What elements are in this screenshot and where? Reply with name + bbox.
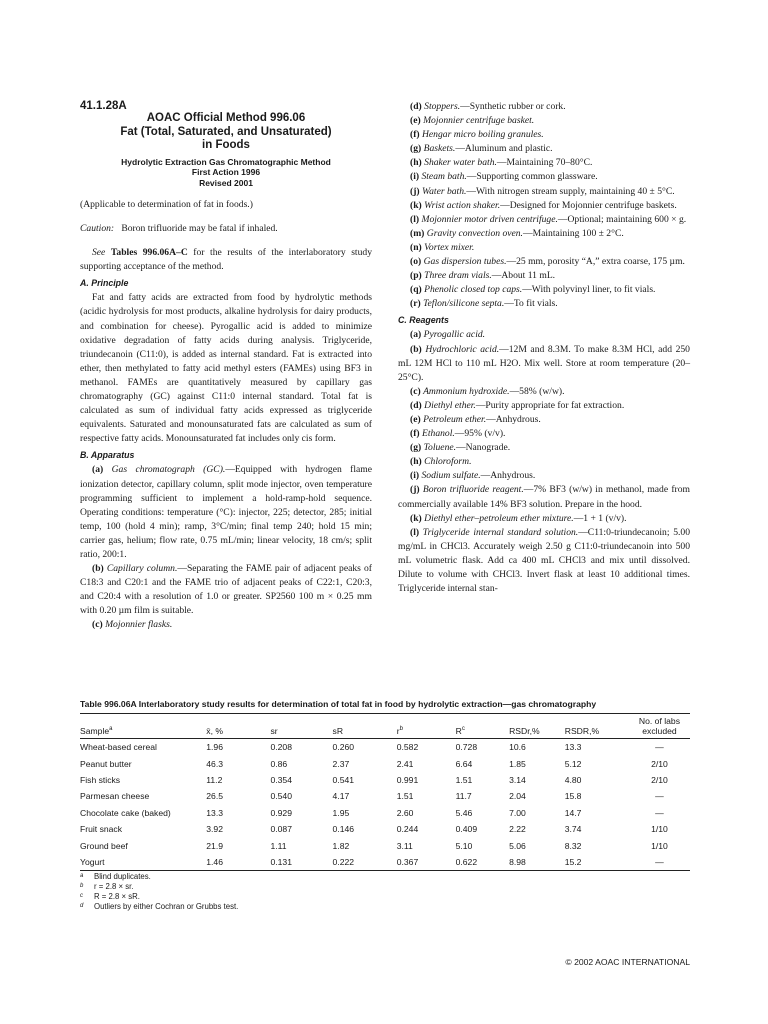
cell-R: 5.10 — [455, 840, 473, 851]
item-label: (b) — [92, 563, 104, 575]
cell-rsdR: 8.32 — [564, 840, 582, 851]
footnote-key: d — [80, 902, 84, 909]
item-label: (i) — [410, 171, 420, 183]
header-text: R — [455, 726, 462, 736]
cell-x: 13.3 — [206, 807, 223, 818]
cell-rsdr: 1.85 — [509, 758, 526, 769]
cell-nol: 1/10 — [651, 840, 668, 851]
item-text: —With nitrogen stream supply, maintaining 40 ± 5°C. — [466, 185, 675, 197]
apparatus-item-c — [80, 618, 372, 632]
item-text: —58% (w/w). — [509, 385, 565, 397]
table-footnotes — [80, 872, 690, 911]
cell-nol: 2/10 — [651, 758, 668, 769]
cell-rsdR: 3.74 — [564, 824, 582, 835]
item-label: (p) — [410, 270, 422, 282]
reagent-item — [398, 427, 690, 441]
method-title-line1: Fat (Total, Saturated, and Unsaturated) — [120, 125, 332, 138]
header-sup: a — [109, 726, 113, 733]
apparatus-item — [398, 227, 690, 241]
item-name: Steam bath. — [421, 171, 467, 183]
cell-x: 26.5 — [206, 791, 223, 802]
item-name: Shaker water bath. — [424, 157, 497, 169]
item-name: Ethanol. — [422, 428, 455, 440]
cell-sr: 0.354 — [270, 774, 292, 785]
cell-sample: Fish sticks — [80, 774, 121, 785]
cell-sample: Peanut butter — [80, 758, 132, 769]
right-column — [398, 100, 690, 596]
item-label: (k) — [410, 512, 422, 524]
cell-rsdr: 2.04 — [509, 791, 526, 802]
item-label: (c) — [410, 385, 421, 397]
results-table-block — [80, 698, 690, 911]
cell-sample: Ground beef — [80, 840, 128, 851]
cell-r: 0.582 — [396, 742, 419, 753]
reagent-item — [398, 526, 690, 596]
cell-R: 5.46 — [455, 807, 473, 818]
item-name: Triglyceride internal standard solution. — [422, 526, 579, 538]
header-labs-excluded — [629, 714, 690, 739]
item-text: —Equipped with hydrogen flame ionization detector, capillary column, split mode injector, oven temperature programming sufficient to implement a hold-ramp-hold sequence. Operating conditions: temperature (°C): injector, 225; detector, 285; initial temp, 100 (hold 4 min); ramp, 3°C/min; final temp 240; hold 15 min; carrier gas, helium; flow rate, 0.75 mL/min; linear velocity, 18 cm/s; split ratio, 200:1. — [80, 464, 372, 560]
header-r — [397, 714, 456, 739]
footnote-text: R = 2.8 × sR. — [94, 891, 140, 901]
item-label: (h) — [410, 157, 422, 169]
item-name: Stoppers. — [424, 101, 461, 112]
cell-sR: 0.146 — [332, 824, 355, 835]
item-label: (a) — [92, 464, 104, 476]
reagent-item — [398, 455, 690, 469]
method-title-block — [80, 100, 372, 188]
cell-r: 0.367 — [397, 854, 456, 871]
item-text: —25 mm, porosity “A,” extra coarse, 175 µm. — [506, 256, 685, 268]
reagent-item — [398, 328, 690, 342]
item-name: Phenolic closed top caps. — [424, 284, 523, 296]
apparatus-item-b — [80, 562, 372, 618]
left-column — [80, 100, 372, 633]
cell-rsdR: 14.7 — [564, 807, 582, 818]
item-name: Pyrogallic acid. — [423, 329, 486, 341]
item-name: Water bath. — [422, 185, 467, 197]
cell-sample: Yogurt — [80, 854, 206, 871]
table-row — [80, 788, 690, 804]
cell-rsdr: 7.00 — [509, 807, 526, 818]
item-name: Capillary column. — [106, 563, 178, 575]
item-name: Three dram vials. — [424, 270, 492, 282]
cell-x: 1.46 — [206, 854, 270, 871]
cell-sample: Parmesan cheese — [80, 791, 150, 802]
item-name: Gas dispersion tubes. — [423, 256, 507, 268]
cell-rsdR: 15.8 — [564, 791, 582, 802]
item-text: —Nanograde. — [456, 442, 511, 454]
header-text: r — [396, 726, 400, 736]
caution-note — [80, 222, 372, 236]
item-label: (d) — [410, 399, 422, 411]
item-label: (i) — [410, 470, 420, 482]
item-text: —95% (v/v). — [454, 428, 506, 440]
cell-r: 0.244 — [396, 824, 419, 835]
item-label: (r) — [410, 298, 421, 310]
reagent-item — [398, 343, 690, 385]
item-name: Mojonnier motor driven centrifuge. — [421, 213, 558, 225]
footnote — [80, 872, 690, 882]
item-text: —To fit vials. — [504, 298, 558, 310]
header-text: Sample — [80, 726, 110, 736]
item-label: (j) — [410, 484, 420, 496]
cell-sR: 0.260 — [332, 742, 355, 753]
header-rsdr: RSDr,% — [509, 714, 565, 739]
cell-x: 3.92 — [206, 824, 223, 835]
item-label: (l) — [410, 213, 420, 225]
cell-nol: — — [655, 742, 664, 753]
reagent-item — [398, 483, 690, 511]
item-text: —Supporting common glassware. — [466, 171, 598, 183]
item-label: (g) — [410, 143, 422, 155]
reagent-item — [398, 512, 690, 526]
item-text: —7% BF3 (w/w) in methanol, made from commercially available 14% BF3 solution. Prepare in the hood. — [398, 484, 691, 510]
item-label: (k) — [410, 199, 422, 211]
cell-rsdr: 5.06 — [509, 840, 526, 851]
apparatus-item — [398, 185, 690, 199]
item-label: (l) — [410, 526, 420, 538]
table-row — [80, 837, 690, 853]
cell-rsdR: 13.3 — [564, 742, 582, 753]
reagent-item — [398, 469, 690, 483]
table-row — [80, 772, 690, 788]
footnote-key: a — [80, 873, 84, 880]
footnote — [80, 882, 690, 892]
cell-sr: 0.540 — [270, 791, 292, 802]
see-word: See — [92, 247, 106, 259]
apparatus-item-a — [80, 463, 372, 562]
item-label: (n) — [410, 241, 422, 253]
see-tables-ref: Tables 996.06A–C — [110, 247, 188, 259]
footnote-key: b — [80, 882, 84, 889]
cell-nol: — — [629, 854, 690, 871]
cell-sample: Chocolate cake (baked) — [80, 807, 171, 818]
copyright-footer: © 2002 AOAC INTERNATIONAL — [565, 957, 690, 967]
header-mean: x̄, % — [206, 714, 270, 739]
apparatus-item — [398, 283, 690, 297]
principle-text: Fat and fatty acids are extracted from food by hydrolytic methods (acidic hydrolysis for most products, alkaline hydrolysis for dairy products, and combination for cheese). Pyrogallic acid is added to minimize oxidative degradation of fatty acids during analysis. Triglyceride, triundecanoin (C11:0), is added as internal standard. Fat is extracted into ether, then methylated to fatty acid methyl esters (FAMEs) using BF3 in methanol. FAMEs are quantitatively measured by capillary gas chromatography (GC) against C11:0 internal standard. Total fat is calculated as sum of individual fatty acids expressed as triglyceride equivalents. Saturated and monounsaturated fats are calculated as sum of respective fatty acids. Monounsaturated fat includes only cis form. — [80, 292, 372, 445]
cell-nol: — — [655, 807, 664, 818]
item-name: Gas chromatograph (GC). — [111, 464, 226, 476]
table-row — [80, 805, 690, 821]
first-action: First Action 1996 — [191, 167, 261, 177]
cell-sR: 1.95 — [332, 807, 350, 818]
cell-rsdr: 3.14 — [509, 774, 526, 785]
apparatus-item — [398, 241, 690, 255]
cell-sr: 1.11 — [270, 840, 287, 851]
table-row — [80, 739, 690, 756]
caution-label: Caution: — [80, 223, 115, 235]
apparatus-item — [398, 213, 690, 227]
item-label: (g) — [410, 442, 422, 454]
reagents-list — [398, 328, 690, 596]
cell-sR: 0.222 — [333, 854, 397, 871]
cell-sample: Wheat-based cereal — [80, 742, 157, 753]
header-R — [456, 714, 510, 739]
header-sR: sR — [333, 714, 397, 739]
footnote — [80, 892, 690, 902]
item-name: Gravity convection oven. — [426, 227, 523, 239]
header-sup: c — [461, 726, 465, 733]
cell-x: 46.3 — [206, 758, 223, 769]
method-subtitle: Hydrolytic Extraction Gas Chromatographic Method — [121, 156, 331, 167]
reagent-item — [398, 413, 690, 427]
apparatus-item — [398, 269, 690, 283]
item-label: (m) — [410, 227, 425, 239]
cell-nol: 1/10 — [651, 824, 668, 835]
section-number: 41.1.28A — [80, 100, 127, 112]
method-title-line2: in Foods — [202, 139, 250, 151]
apparatus-item — [398, 100, 690, 114]
table-header-row — [80, 714, 690, 739]
method-number: AOAC Official Method 996.06 — [146, 112, 306, 124]
item-name: Mojonnier flasks. — [105, 619, 173, 631]
item-text: —Designed for Mojonnier centrifuge baskets. — [500, 199, 677, 211]
table-caption: Table 996.06A Interlaboratory study results for determination of total fat in food by hydrolytic extraction—gas chromatography — [80, 698, 690, 714]
header-sup: b — [399, 726, 403, 733]
cell-x: 11.2 — [206, 774, 223, 785]
item-text: —Aluminum and plastic. — [455, 143, 553, 155]
item-label: (h) — [410, 456, 422, 468]
apparatus-item — [398, 199, 690, 213]
item-name: Diethyl ether–petroleum ether mixture. — [424, 512, 574, 524]
reagent-item — [398, 441, 690, 455]
reagent-item — [398, 385, 690, 399]
item-text: —Anhydrous. — [486, 413, 541, 425]
item-label: (a) — [410, 329, 422, 341]
item-label: (f) — [410, 428, 420, 440]
item-text: —Maintaining 100 ± 2°C. — [522, 227, 624, 239]
see-tables-note — [80, 246, 372, 274]
item-label: (o) — [410, 256, 422, 268]
cell-R: 1.51 — [455, 774, 473, 785]
header-sr: sr — [270, 714, 332, 739]
item-text: —12M and 8.3M. To make 8.3M HCl, add 250 mL 12M HCl to 110 mL H2O. Mix well. Store at room temperature (20–25°C). — [398, 343, 690, 383]
cell-sr: 0.087 — [270, 824, 292, 835]
cell-sR: 4.17 — [332, 791, 350, 802]
cell-R: 11.7 — [455, 791, 472, 802]
item-text: —About 11 mL. — [491, 270, 556, 282]
cell-r: 0.991 — [396, 774, 419, 785]
item-name: Teflon/silicone septa. — [423, 298, 505, 310]
item-name: Chloroform. — [424, 456, 472, 468]
footnote-text: r = 2.8 × sr. — [94, 881, 134, 891]
cell-sample: Fruit snack — [80, 824, 123, 835]
table-row — [80, 755, 690, 771]
item-text: —Anhydrous. — [480, 470, 536, 482]
item-name: Boron trifluoride reagent. — [422, 484, 524, 496]
cell-sr: 0.208 — [270, 742, 292, 753]
footnote-text: Blind duplicates. — [94, 872, 151, 882]
item-label: (e) — [410, 413, 421, 425]
results-table — [80, 714, 690, 871]
cell-R: 6.64 — [455, 758, 473, 769]
item-label: (f) — [410, 129, 420, 141]
caution-text: Boron trifluoride may be fatal if inhaled. — [121, 223, 278, 235]
item-name: Wrist action shaker. — [424, 199, 501, 211]
cell-sr: 0.929 — [270, 807, 292, 818]
cell-x: 1.96 — [206, 742, 223, 753]
cell-sR: 2.37 — [332, 758, 350, 769]
reagent-item — [398, 399, 690, 413]
item-text: —Purity appropriate for fat extraction. — [475, 399, 625, 411]
reagents-heading: C. Reagents — [398, 315, 449, 326]
apparatus-heading: B. Apparatus — [80, 450, 135, 461]
item-name: Baskets. — [423, 143, 456, 155]
footnote-text: Outliers by either Cochran or Grubbs test. — [94, 901, 239, 911]
apparatus-list-continued — [398, 100, 690, 311]
table-body — [80, 739, 690, 871]
cell-rsdr: 8.98 — [509, 854, 565, 871]
cell-r: 3.11 — [396, 840, 413, 851]
item-label: (e) — [410, 115, 421, 127]
revised-date: Revised 2001 — [199, 177, 253, 188]
cell-sr: 0.86 — [270, 758, 288, 769]
cell-rsdR: 5.12 — [564, 758, 582, 769]
item-name: Diethyl ether. — [424, 399, 476, 411]
item-name: Petroleum ether. — [423, 413, 487, 425]
header-rsdR: RSDR,% — [565, 714, 629, 739]
item-text: —1 + 1 (v/v). — [573, 512, 627, 524]
item-name: Ammonium hydroxide. — [423, 385, 510, 397]
apparatus-item — [398, 114, 690, 128]
see-tables-text: for the results of the interlaboratory study supporting acceptance of the method. — [80, 247, 372, 273]
item-text: —Maintaining 70–80°C. — [496, 157, 593, 169]
header-text: excluded — [642, 726, 677, 736]
item-name: Hengar micro boiling granules. — [422, 129, 544, 141]
item-name: Toluene. — [423, 442, 457, 454]
item-text: —Optional; maintaining 600 × g. — [557, 213, 687, 225]
item-label: (d) — [410, 101, 422, 112]
cell-x: 21.9 — [206, 840, 223, 851]
principle-heading: A. Principle — [80, 278, 129, 289]
item-label: (c) — [92, 619, 103, 631]
item-name: Hydrochloric acid. — [425, 343, 500, 355]
table-row — [80, 821, 690, 837]
footnote — [80, 902, 690, 912]
cell-nol: — — [655, 791, 664, 802]
item-label: (q) — [410, 284, 422, 296]
applicability-note: (Applicable to determination of fat in foods.) — [80, 199, 253, 210]
cell-rsdR: 4.80 — [564, 774, 582, 785]
cell-rsdR: 15.2 — [565, 854, 629, 871]
cell-sr: 0.131 — [270, 854, 332, 871]
apparatus-item — [398, 142, 690, 156]
item-text: —Separating the FAME pair of adjacent peaks of C18:3 and C20:1 and the FAME trio of adjacent peaks of C22:1, C20:3, and C20:4 with a resolution of 1.0 or greater. SP2560 100 m × 0.25 mm with 0.20 µm film is suitable. — [80, 563, 372, 617]
header-sample — [80, 714, 206, 739]
cell-rsdr: 10.6 — [509, 742, 526, 753]
cell-r: 2.41 — [396, 758, 414, 769]
item-name: Vortex mixer. — [424, 241, 475, 253]
cell-nol: 2/10 — [651, 774, 668, 785]
apparatus-item — [398, 128, 690, 142]
cell-R: 0.409 — [455, 824, 478, 835]
cell-rsdr: 2.22 — [509, 824, 526, 835]
item-label: (b) — [410, 343, 422, 355]
apparatus-item — [398, 170, 690, 184]
cell-R: 0.728 — [455, 742, 478, 753]
cell-r: 1.51 — [396, 791, 414, 802]
item-name: Mojonnier centrifuge basket. — [423, 115, 535, 127]
item-label: (j) — [410, 185, 420, 197]
item-text: —Synthetic rubber or cork. — [460, 101, 566, 112]
footnote-key: c — [80, 892, 83, 899]
apparatus-item — [398, 297, 690, 311]
cell-r: 2.60 — [396, 807, 414, 818]
item-text: —With polyvinyl liner, to fit vials. — [522, 284, 656, 296]
cell-R: 0.622 — [456, 854, 510, 871]
cell-sR: 0.541 — [332, 774, 355, 785]
apparatus-item — [398, 255, 690, 269]
item-text: —C11:0-triundecanoin; 5.00 mg/mL in CHCl3. Accurately weigh 2.50 g C11:0-triundecanoin into 500 mL volumetric flask. Add ca 400 mL CHCl3 and mix until dissolved. Dilute to volume with CHCl3. Invert flask at least 10 additional times. Triglyceride internal stan- — [398, 526, 690, 595]
apparatus-item — [398, 156, 690, 170]
table-row — [80, 854, 690, 871]
cell-sR: 1.82 — [332, 840, 350, 851]
header-text: No. of labs — [638, 716, 681, 726]
item-name: Sodium sulfate. — [421, 470, 481, 482]
